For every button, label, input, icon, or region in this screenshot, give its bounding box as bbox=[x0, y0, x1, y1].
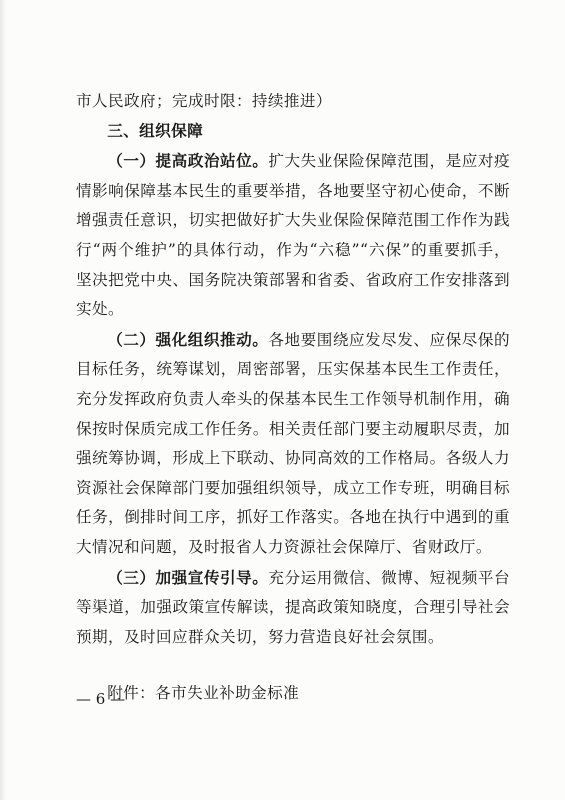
paragraph-publicity bbox=[76, 563, 510, 653]
paragraph-body: 充分运用微信、微博、短视频平台等渠道，加强政策宣传解读，提高政策知晓度，合理引导社会预期，及时回应群众关切，努力营造良好社会氛围。 bbox=[76, 568, 510, 646]
paragraph-lead: （二）强化组织推动。 bbox=[107, 329, 269, 349]
paragraph-lead: （一）提高政治站位。 bbox=[107, 151, 269, 171]
page-number: — 6 — bbox=[76, 690, 126, 708]
continuation-paragraph: 市人民政府；完成时限：持续推进） bbox=[76, 92, 332, 110]
paragraph-lead: （三）加强宣传引导。 bbox=[107, 567, 269, 587]
document-body bbox=[76, 87, 510, 709]
paragraph-organization bbox=[76, 325, 510, 563]
attachment-note: 附件：各市失业补助金标准 bbox=[107, 684, 300, 703]
paragraph-body: 扩大失业保险保障范围，是应对疫情影响保障基本民生的重要举措，各地要坚守初心使命，不断增强责任意识，切实把做好扩大失业保险保障范围工作作为践行“两个维护”的具体行动，作为“六稳”“六保”的重要抓手，坚决把党中央、国务院决策部署和省委、省政府工作安排落到实处。 bbox=[76, 152, 510, 319]
paragraph-body: 各地要围绕应发尽发、应保尽保的目标任务，统筹谋划，周密部署，压实保基本民生工作责任，充分发挥政府负责人牵头的保基本民生工作领导机制作用，确保按时保质完成工作任务。相关责任部门要主动履职尽责，加强统筹协调，形成上下联动、协同高效的工作格局。各级人力资源社会保障部门要加强组织领导，成立工作专班，明确目标任务，倒排时间工序，抓好工作落实。各地在执行中遇到的重大情况和问题，及时报省人力资源社会保障厅、省财政厅。 bbox=[76, 330, 510, 556]
paragraph-political-stance bbox=[76, 146, 510, 325]
section-heading: 三、组织保障 bbox=[107, 121, 204, 140]
